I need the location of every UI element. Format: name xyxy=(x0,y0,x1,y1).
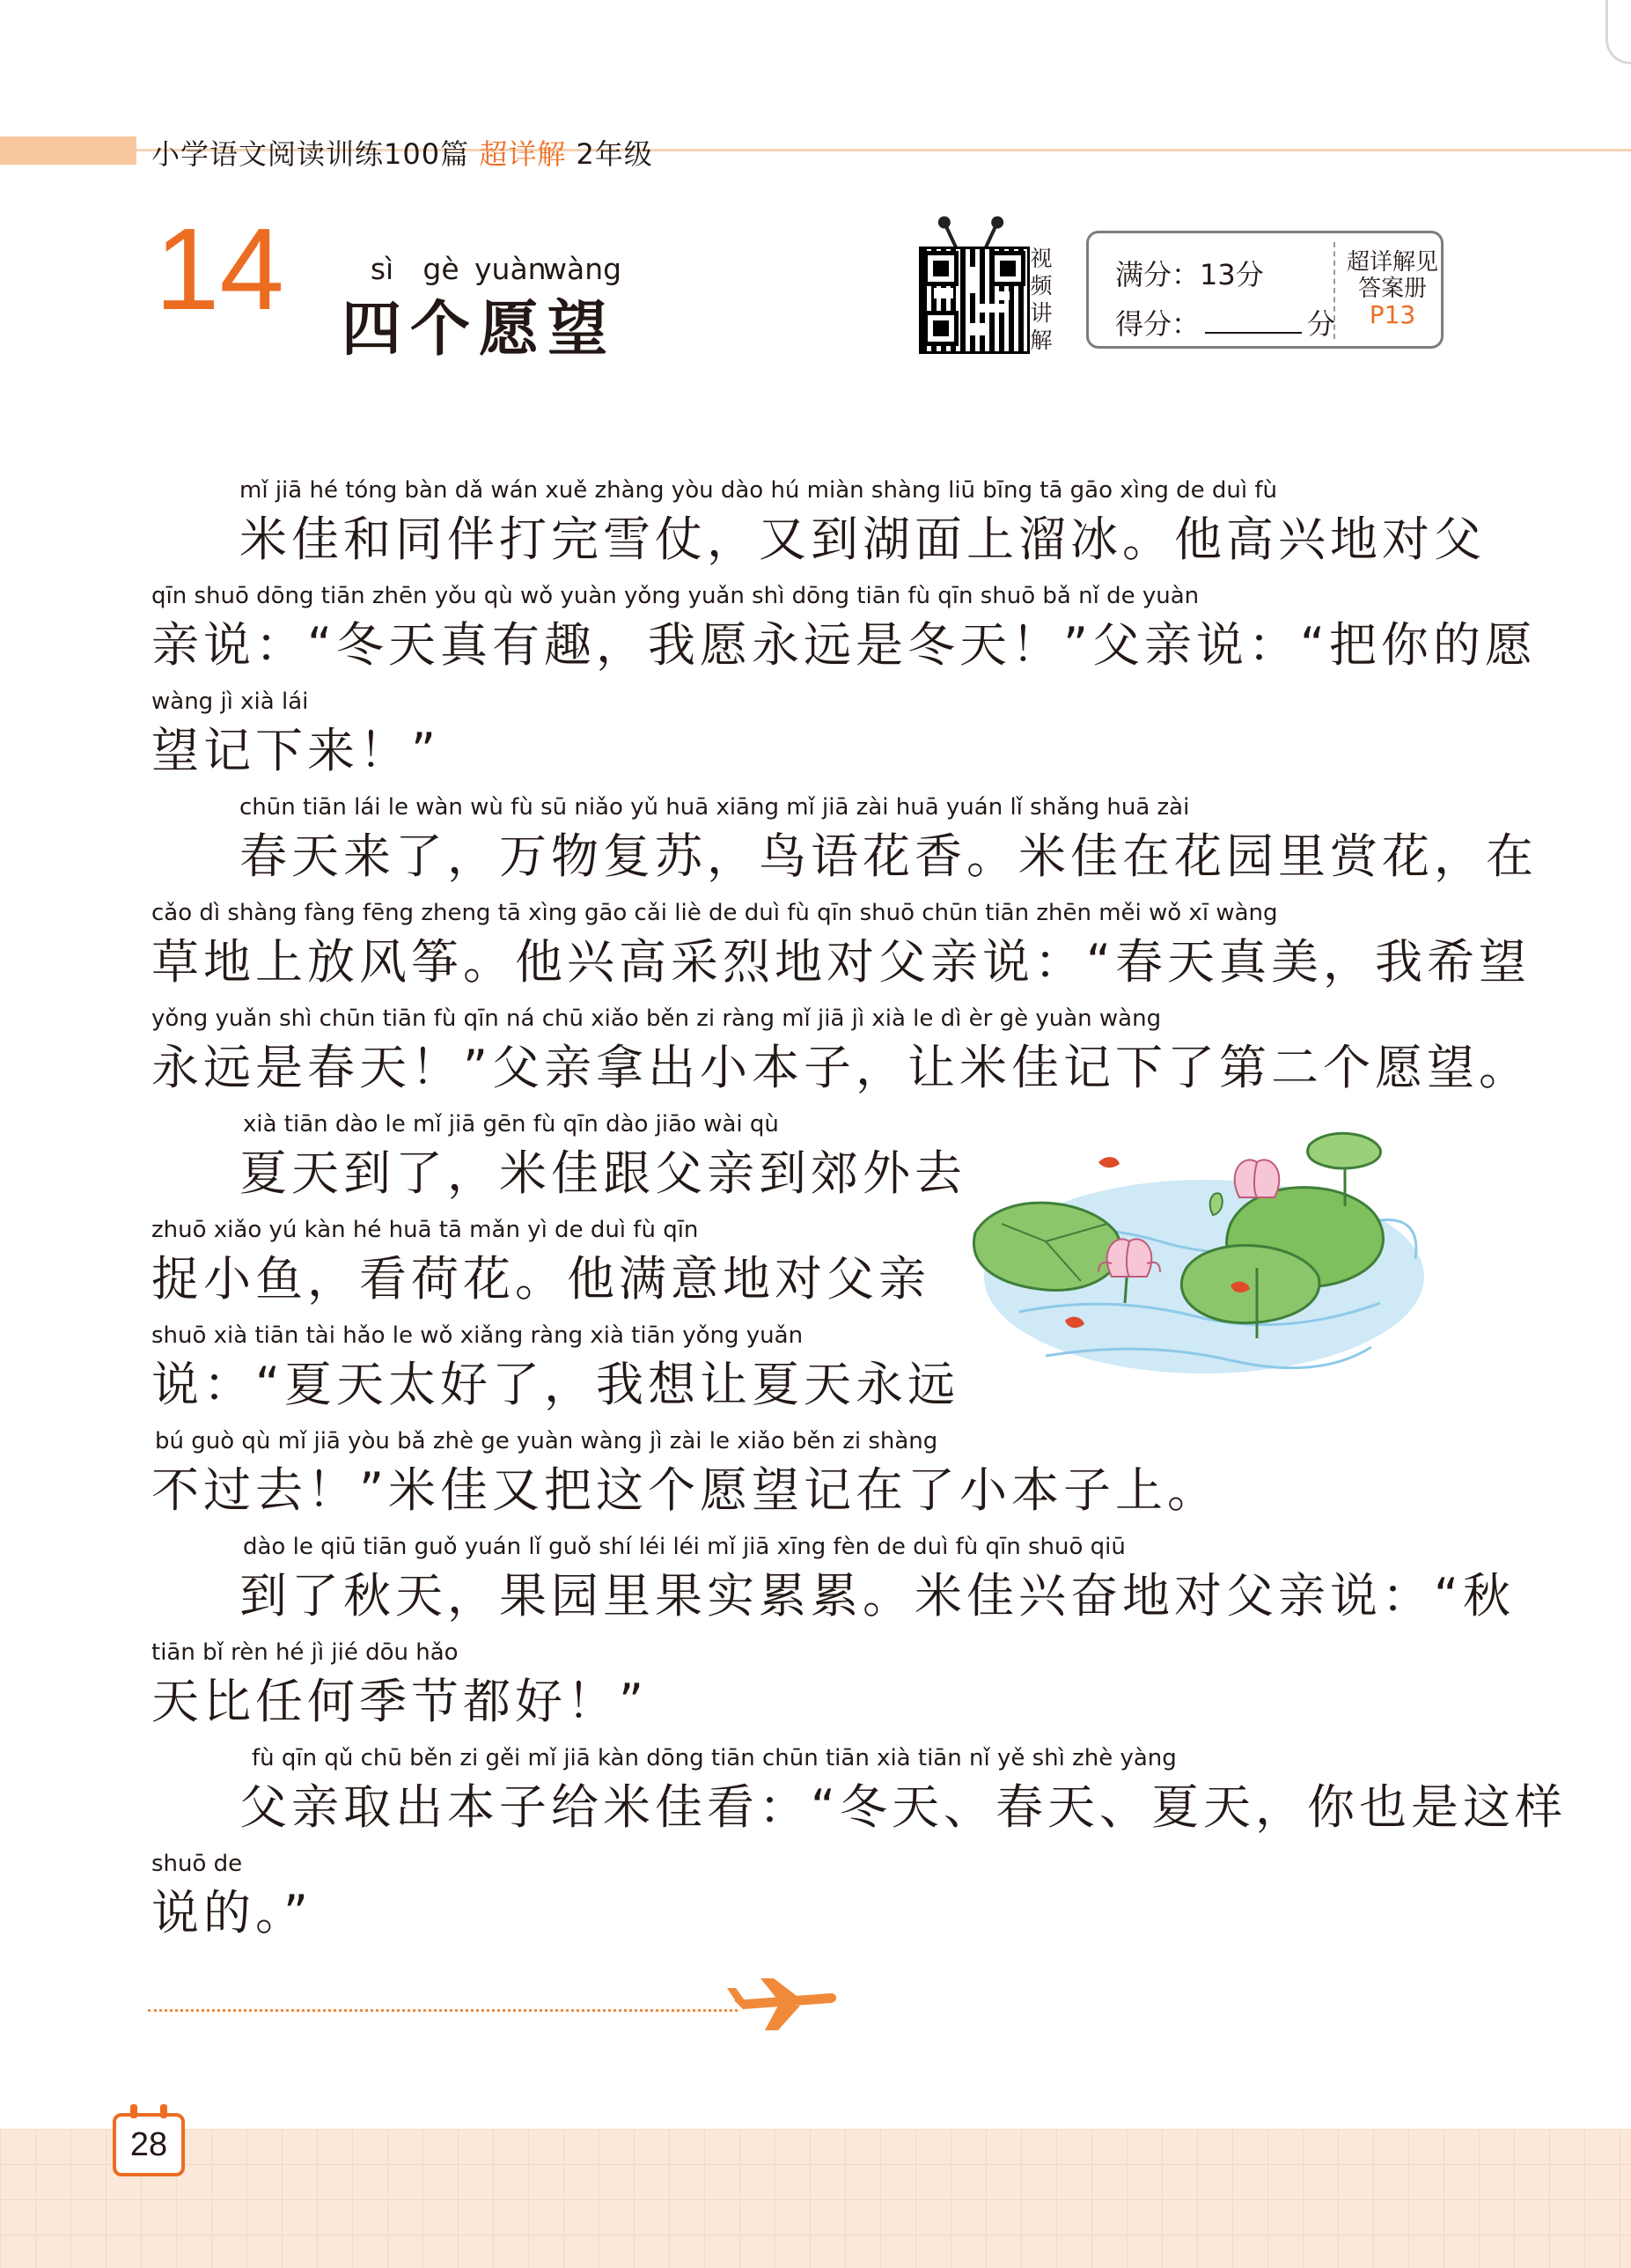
airplane-icon xyxy=(725,1974,840,2036)
text-line: 到了秋天，果园里果实累累。米佳兴奋地对父亲说：“秋 xyxy=(239,1568,1515,1624)
lesson-title: 四个愿望 xyxy=(342,295,617,364)
text-line: 不过去！”米佳又把这个愿望记在了小本子上。 xyxy=(151,1462,1219,1518)
pinyin-line: fù qīn qǔ chū běn zi gěi mǐ jiā kàn dōng tiān chūn tiān xià tiān nǐ yě shì zhè yàng xyxy=(252,1745,1177,1771)
score-unit: 分 xyxy=(1307,307,1336,341)
answer-ref-line1: 超详解见 xyxy=(1346,249,1438,276)
book-header xyxy=(151,132,653,173)
qr-code-icon[interactable] xyxy=(919,247,1030,354)
score-divider xyxy=(1333,242,1335,339)
score-entry xyxy=(1115,302,1335,342)
title-pinyin-2: gè xyxy=(422,252,459,286)
pinyin-line: zhuō xiǎo yú kàn hé huā tā mǎn yì de duì fù qīn xyxy=(151,1217,699,1243)
score-box xyxy=(1086,231,1444,349)
score-got-label: 得分： xyxy=(1115,307,1201,341)
pinyin-line: qīn shuō dōng tiān zhēn yǒu qù wǒ yuàn yǒng yuǎn shì dōng tiān fù qīn shuō bǎ nǐ de yuàn xyxy=(151,583,1200,609)
text-line: 米佳和同伴打完雪仗，又到湖面上溜冰。他高兴地对父 xyxy=(239,512,1486,567)
pinyin-line: dào le qiū tiān guǒ yuán lǐ guǒ shí léi léi mǐ jiā xīng fèn de duì fù qīn shuō qiū xyxy=(243,1534,1126,1560)
score-blank[interactable] xyxy=(1205,307,1302,334)
dotted-divider xyxy=(148,2009,738,2012)
text-line: 永远是春天！”父亲拿出小本子，让米佳记下了第二个愿望。 xyxy=(151,1040,1531,1095)
footer-grid xyxy=(0,2129,1631,2268)
title-pinyin-3: yuàn xyxy=(474,252,547,286)
text-line: 春天来了，万物复苏，鸟语花香。米佳在花园里赏花，在 xyxy=(239,828,1538,884)
text-line: 夏天到了，米佳跟父亲到郊外去 xyxy=(239,1145,966,1201)
pinyin-line: xià tiān dào le mǐ jiā gēn fù qīn dào jiāo wài qù xyxy=(243,1111,779,1138)
book-accent: 超详解 xyxy=(479,137,567,171)
qr-antenna-right xyxy=(983,223,998,250)
pinyin-line: wàng jì xià lái xyxy=(151,688,309,715)
text-line: 捉小鱼，看荷花。他满意地对父亲 xyxy=(151,1251,930,1307)
text-line: 说：“夏天太好了，我想让夏天永远 xyxy=(151,1357,959,1412)
grade-label: 2年级 xyxy=(576,137,653,171)
pinyin-line: yǒng yuǎn shì chūn tiān fù qīn ná chū xiǎo běn zi ràng mǐ jiā jì xià le dì èr gè yuàn wàng xyxy=(151,1005,1162,1032)
book-title: 小学语文阅读训练100篇 xyxy=(151,137,470,171)
page-corner-frame xyxy=(1605,0,1631,64)
pinyin-line: shuō xià tiān tài hǎo le wǒ xiǎng ràng xià tiān yǒng yuǎn xyxy=(151,1322,804,1349)
page-number: 28 xyxy=(113,2113,185,2176)
pinyin-line: shuō de xyxy=(151,1851,243,1877)
answer-ref-line2: 答案册 xyxy=(1357,276,1427,302)
answer-reference xyxy=(1344,249,1441,328)
header-color-bar xyxy=(0,136,136,165)
text-line: 说的。” xyxy=(151,1885,312,1940)
answer-page: P13 xyxy=(1369,300,1416,329)
pinyin-line: bú guò qù mǐ jiā yòu bǎ zhè ge yuàn wàng jì zài le xiǎo běn zi shàng xyxy=(155,1428,938,1454)
text-line: 亲说：“冬天真有趣，我愿永远是冬天！”父亲说：“把你的愿 xyxy=(151,617,1537,673)
qr-antenna-left xyxy=(943,223,958,250)
title-pinyin-1: sì xyxy=(370,252,394,286)
lesson-number: 14 xyxy=(155,204,284,334)
pinyin-line: tiān bǐ rèn hé jì jié dōu hǎo xyxy=(151,1639,459,1666)
lotus-flower-2 xyxy=(1235,1160,1280,1197)
pinyin-line: chūn tiān lái le wàn wù fù sū niǎo yǔ huā xiāng mǐ jiā zài huā yuán lǐ shǎng huā zài xyxy=(239,794,1190,821)
video-lecture-label: 视频讲解 xyxy=(1030,246,1053,353)
text-line: 天比任何季节都好！” xyxy=(151,1674,648,1729)
pinyin-line: mǐ jiā hé tóng bàn dǎ wán xuě zhàng yòu dào hú miàn shàng liū bīng tā gāo xìng de duì fù xyxy=(239,477,1277,504)
pinyin-line: cǎo dì shàng fàng fēng zheng tā xìng gāo cǎi liè de duì fù qīn shuō chūn tiān zhēn měi wǒ xī wàng xyxy=(151,900,1278,926)
text-line: 父亲取出本子给米佳看：“冬天、春天、夏天，你也是这样 xyxy=(239,1779,1567,1835)
full-score: 满分：13分 xyxy=(1115,258,1264,291)
title-pinyin-4: wàng xyxy=(543,252,622,286)
text-line: 草地上放风筝。他兴高采烈地对父亲说：“春天真美，我希望 xyxy=(151,934,1531,990)
lotus-pond-illustration xyxy=(966,1109,1424,1400)
text-line: 望记下来！” xyxy=(151,723,440,778)
